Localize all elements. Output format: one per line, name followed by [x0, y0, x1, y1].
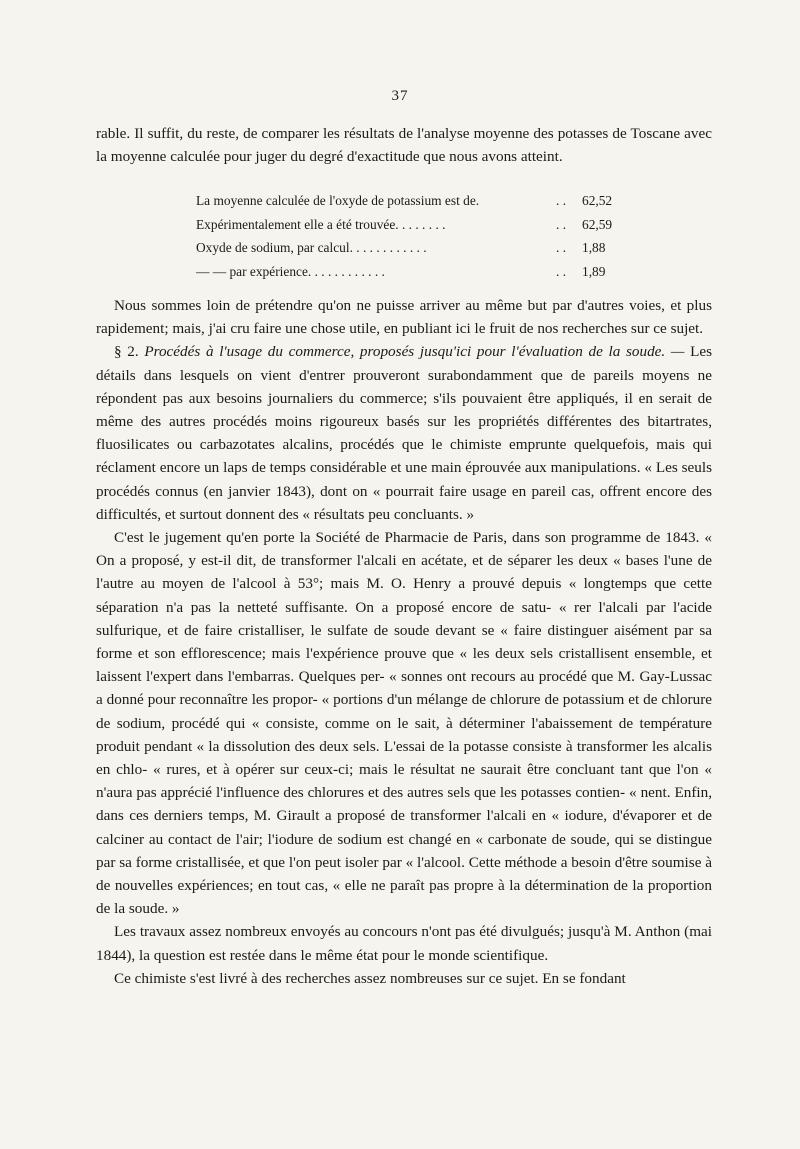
row-leader: . . [556, 263, 567, 279]
contest-paragraph: Les travaux assez nombreux envoyés au concours n'ont pas été divulgués; jusqu'à M. Anthon (mai 1844), la question est restée dans le même état pour le monde scientifique. [96, 923, 712, 964]
results-table [196, 189, 622, 283]
table-row [196, 189, 622, 213]
row-label: — — par expérience. . . . . . . . . . . . [196, 263, 385, 279]
row-label: Oxyde de sodium, par calcul. . . . . . . . . . . . [196, 240, 427, 255]
table-row [196, 236, 622, 260]
section-body: Les détails dans lesquels on vient d'entrer prouveront surabondamment que de pareils moyens ne répondent pas aux besoins journaliers du commerce; s'ils pouvaient être appliqués, il en serait de même des autres procédés moins rigoureux basés sur les propriétés différentes des bitartrates, fluosilicates ou carbazotates alcalins, procédés que le chimiste emprunte quelquefois, mais qui réclament encore un laps de temps considérable et une main éprouvée aux manipulations. « Les seuls procédés connus (en janvier 1843), dont on « pourrait faire usage en pareil cas, offrent encore des difficultés, et surtout donnent des « résultats peu concluants. » [96, 343, 712, 523]
row-value: 1,88 [582, 240, 606, 255]
row-leader: . . [556, 193, 567, 208]
section-paragraph [96, 340, 712, 526]
opening-paragraph: rable. Il suffit, du reste, de comparer les résultats de l'analyse moyenne des potasses de Toscane avec la moyenne calculée pour juger du degré d'exactitude que nous avons atteint. [96, 125, 712, 166]
row-label: La moyenne calculée de l'oxyde de potassium est de. [196, 193, 480, 208]
table-row [196, 213, 622, 237]
section-number: § 2. [114, 343, 139, 361]
judgement-paragraph: C'est le jugement qu'en porte la Société de Pharmacie de Paris, dans son programme de 1843. « On a proposé, y est-il dit, de transformer l'alcali en acétate, et de séparer les deux « bases l'une de l'autre au moyen de l'alcool à 53°; mais M. O. Henry a prouvé depuis « longtemps que cette séparation n'a pas la netteté suffisante. On a proposé encore de satu- « rer l'alcali par l'acide sulfurique, et de faire cristalliser, le sulfate de soude devant se « faire distinguer aisément par sa forme et son efflorescence; mais l'expérience prouve que « les deux sels cristallisent ensemble, et laissent l'expert dans l'embarras. Quelques per- « sonnes ont recours au procédé que M. Gay-Lussac a donné pour reconnaître les propor- « portions d'un mélange de chlorure de potassium et de chlorure de sodium, procédé qui « consiste, comme on le sait, à déterminer l'abaissement de température produit pendant « la dissolution des deux sels. L'essai de la potasse consiste à transformer les alcalis en chlo- « rures, et à opérer sur ceux-ci; mais le résultat ne saurait être concluant tant que l'on « n'aura pas apprécié l'influence des chlorures et des autres sels que les potasses contien- « nent. Enfin, dans ces derniers temps, M. Girault a proposé de transformer l'alcali en « iodure, d'évaporer et de calciner au contact de l'air; l'iodure de sodium est changé en « carbonate de soude, qui se distingue par sa forme cristallisée, et que l'on peut isoler par « l'alcool. Cette méthode a besoin d'être soumise à de nouvelles expériences; en tout cas, « elle ne paraît pas propre à la détermination de la proportion de la soude. » [96, 529, 712, 918]
row-leader: . . [556, 240, 567, 255]
opening-block [96, 122, 712, 168]
row-value: 62,52 [582, 193, 613, 208]
row-value: 62,59 [582, 216, 613, 232]
page-number: 37 [391, 88, 409, 104]
chemist-paragraph: Ce chimiste s'est livré à des recherches assez nombreuses sur ce sujet. En se fondant [114, 969, 626, 987]
row-value: 1,89 [582, 263, 606, 279]
conclusion-paragraph: Nous sommes loin de prétendre qu'on ne puisse arriver au même but par d'autres voies, et plus rapidement; mais, j'ai cru faire une chose utile, en publiant ici le fruit de nos recherches sur ce sujet. [96, 297, 712, 338]
row-leader: . . [556, 216, 567, 232]
table-row [196, 260, 622, 284]
section-title: Procédés à l'usage du commerce, proposés jusqu'ici pour l'évaluation de la soude. — [144, 343, 685, 361]
row-label: Expérimentalement elle a été trouvée. . . . . . . . [196, 216, 446, 232]
body-block [96, 294, 712, 990]
